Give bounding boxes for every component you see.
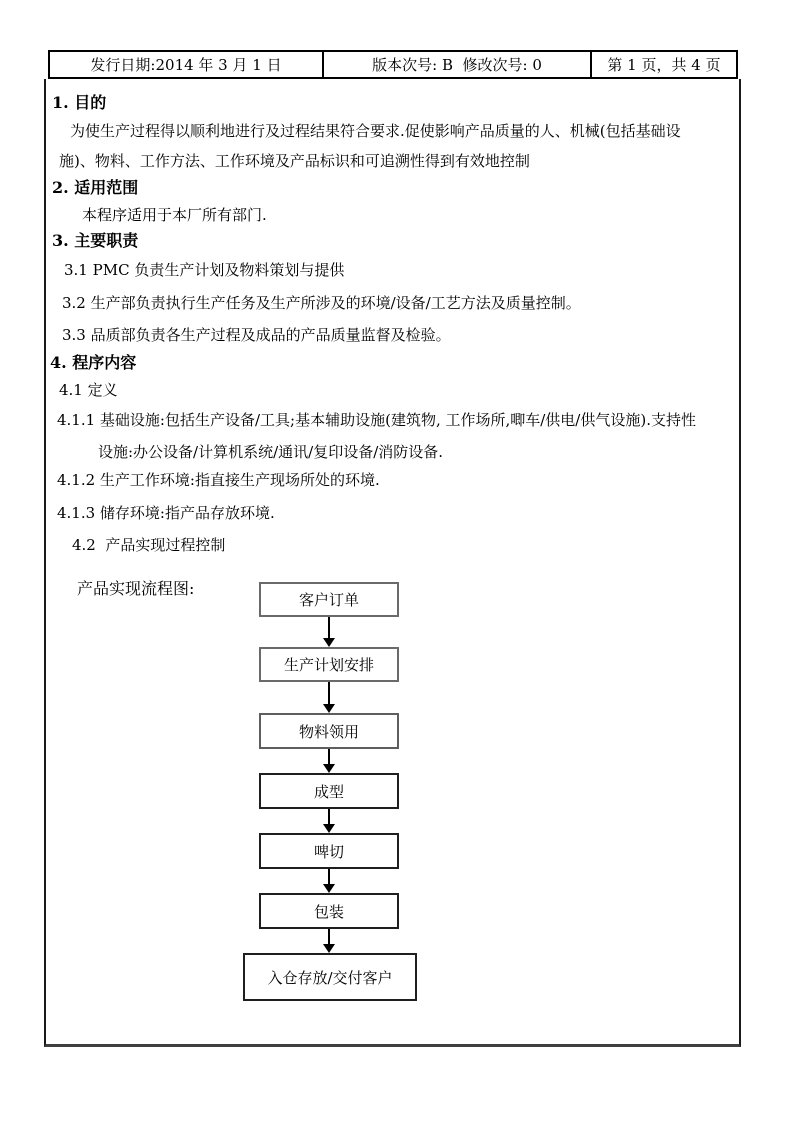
flow-step-forming bbox=[259, 773, 399, 809]
flow-step-warehouse-delivery bbox=[243, 953, 417, 1001]
section-4-1-3: 4.1.3 储存环境:指产品存放环境. bbox=[57, 504, 275, 522]
flow-arrow-down bbox=[323, 617, 335, 647]
section-1-text-line-2: 施)、物料、工作方法、工作环境及产品标识和可追溯性得到有效地控制 bbox=[59, 152, 530, 170]
header-cell-page-number bbox=[592, 52, 736, 77]
flow-arrow-down bbox=[323, 929, 335, 953]
flow-step-label: 生产计划安排 bbox=[283, 656, 374, 674]
section-3-item-1: 3.1 PMC 负责生产计划及物料策划与提供 bbox=[64, 261, 345, 279]
section-4-1-2: 4.1.2 生产工作环境:指直接生产现场所处的环境. bbox=[57, 471, 380, 489]
section-3-heading: 3. 主要职责 bbox=[52, 231, 139, 250]
flow-arrow-down bbox=[323, 869, 335, 893]
flow-step-label: 啤切 bbox=[313, 842, 344, 861]
version-revision-text: 版本次号: B 修改次号: 0 bbox=[372, 56, 542, 74]
flowchart-label: 产品实现流程图: bbox=[77, 579, 195, 598]
flow-step-packaging bbox=[259, 893, 399, 929]
page-number-text: 第 1 页，共 4 页 bbox=[607, 56, 721, 74]
flow-arrow-down bbox=[323, 809, 335, 833]
flow-arrow-down bbox=[323, 682, 335, 713]
flow-arrow-down bbox=[323, 749, 335, 773]
section-4-2: 4.2 产品实现过程控制 bbox=[72, 536, 226, 554]
flow-step-material-requisition bbox=[259, 713, 399, 749]
section-1-heading: 1. 目的 bbox=[52, 93, 107, 112]
flow-step-die-cutting bbox=[259, 833, 399, 869]
flow-step-label: 包装 bbox=[313, 902, 344, 921]
issue-date-text: 发行日期:2014 年 3 月 1 日 bbox=[90, 56, 282, 74]
header-cell-issue-date bbox=[50, 52, 324, 77]
header-cell-version bbox=[324, 52, 592, 77]
flow-step-label: 入仓存放/交付客户 bbox=[267, 968, 393, 987]
section-4-1-1-line-2: 设施:办公设备/计算机系统/通讯/复印设备/消防设备. bbox=[98, 443, 444, 461]
flow-step-label: 客户订单 bbox=[298, 591, 359, 609]
section-4-1: 4.1 定义 bbox=[59, 381, 118, 399]
section-2-text: 本程序适用于本厂所有部门. bbox=[82, 206, 267, 224]
document-header-table bbox=[48, 50, 738, 79]
section-2-heading: 2. 适用范围 bbox=[52, 178, 139, 197]
flow-step-label: 物料领用 bbox=[298, 722, 359, 741]
section-4-1-1-line-1: 4.1.1 基础设施:包括生产设备/工具;基本辅助设施(建筑物, 工作场所,唧车/供电/供气设施).支持性 bbox=[57, 411, 696, 429]
flow-step-label: 成型 bbox=[313, 782, 344, 801]
section-3-item-2: 3.2 生产部负责执行生产任务及生产所涉及的环境/设备/工艺方法及质量控制。 bbox=[62, 294, 581, 312]
document-body bbox=[44, 79, 741, 1047]
flow-step-customer-order bbox=[259, 582, 399, 617]
section-1-text-line-1: 为使生产过程得以顺利地进行及过程结果符合要求.促使影响产品质量的人、机械(包括基础设 bbox=[70, 122, 681, 140]
flow-step-production-plan bbox=[259, 647, 399, 682]
section-3-item-3: 3.3 品质部负责各生产过程及成品的产品质量监督及检验。 bbox=[62, 326, 451, 344]
section-4-heading: 4. 程序内容 bbox=[50, 353, 137, 372]
